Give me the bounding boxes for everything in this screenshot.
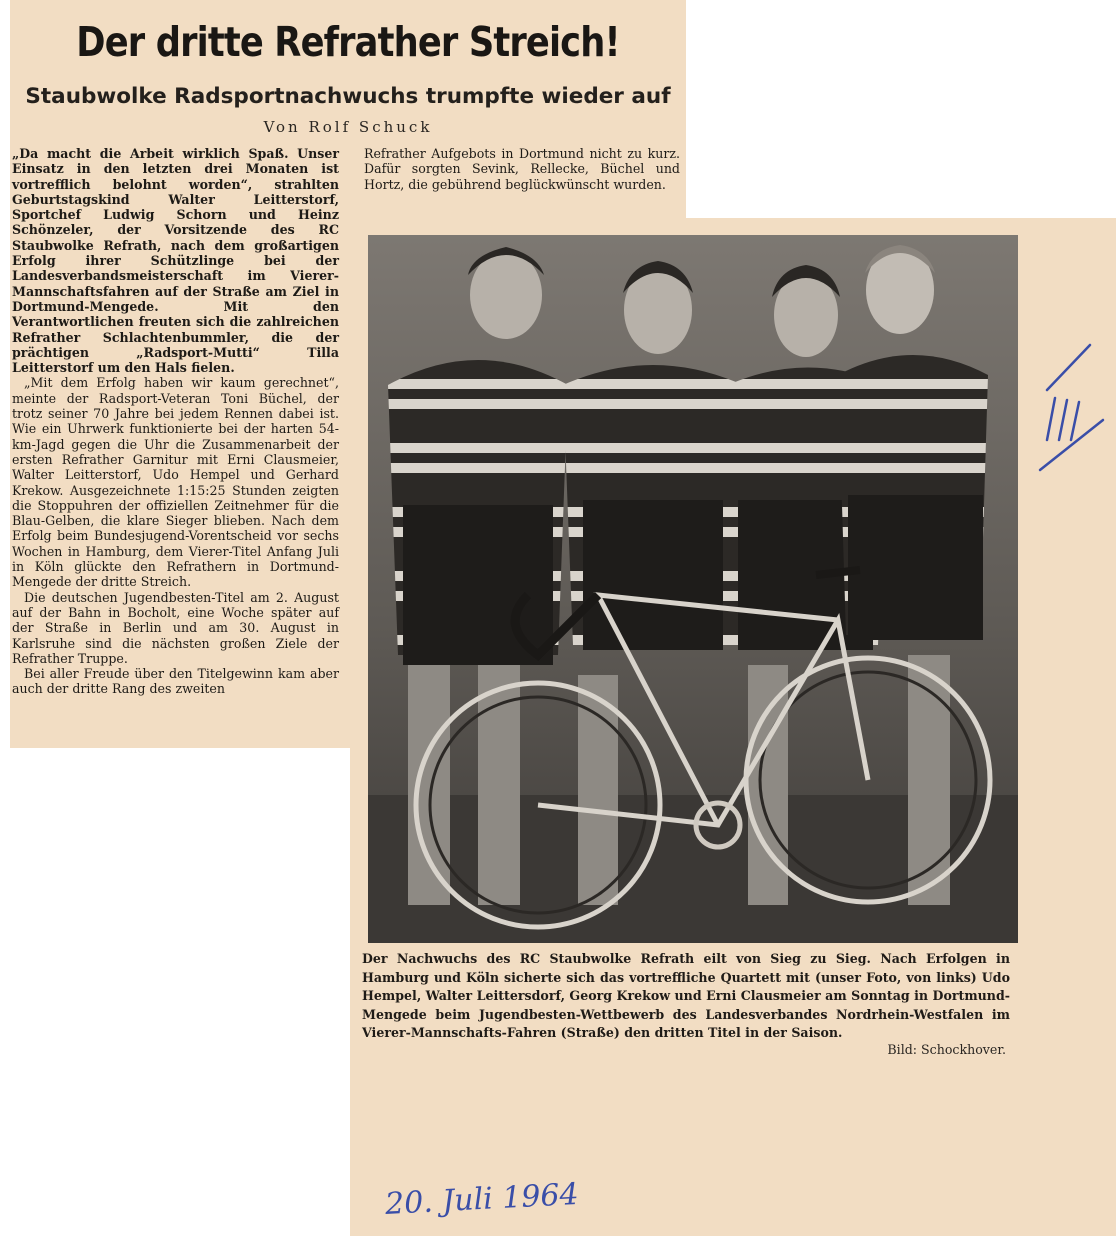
article-continuation: Refrather Aufgebots in Dortmund nicht zu kurz. Dafür sorgten Sevink, Rellecke, Büchel und Hortz, die gebührend beglückwünscht wurden. bbox=[364, 146, 680, 192]
article-lead: „Da macht die Arbeit wirklich Spaß. Unser Einsatz in den letzten drei Monaten ist vortrefflich belohnt worden“, strahlten Geburtstagskind Walter Leitterstorf, Sportchef Ludwig Schorn und Heinz Schönzeler, der Vorsitzende des RC Staubwolke Refrath, nach dem großartigen Erfolg ihrer Schützlinge bei der Landesverbandsmeisterschaft im Vierer-Mannschaftsfahren auf der Straße am Ziel in Dortmund-Mengede. Mit den Verantwortlichen freuten sich die zahlreichen Refrather Schlachtenbummler, die der prächtigen „Radsport-Mutti“ Tilla Leitterstorf um den Hals fielen. bbox=[12, 146, 339, 376]
article-paragraph-4: Bei aller Freude über den Titelgewinn kam aber auch der dritte Rang des zweiten bbox=[12, 666, 339, 697]
photo-caption: Der Nachwuchs des RC Staubwolke Refrath eilt von Sieg zu Sieg. Nach Erfolgen in Hamburg und Köln sicherte sich das vortreffliche Quartett mit (unser Foto, von links) Udo Hempel, Walter Leittersdorf, Georg Krekow und Erni Clausmeier am Sonntag in Dortmund-Mengede beim Jugendbesten-Wettbewerb des Landesverbandes Nordrhein-Westfalen im Vierer-Mannschafts-Fahren (Straße) den dritten Titel in der Saison. bbox=[362, 951, 1010, 1040]
tally-mark-icon bbox=[1035, 340, 1105, 480]
handwritten-date: 20. Juli 1964 bbox=[384, 1176, 580, 1223]
article-byline: Von Rolf Schuck bbox=[263, 118, 433, 136]
article-paragraph-2: „Mit dem Erfolg haben wir kaum gerechnet“, meinte der Radsport-Veteran Toni Büchel, der trotz seiner 70 Jahre bei jedem Rennen dabei ist. Wie ein Uhrwerk funktionierte bei der harten 54-km-Jagd gegen die Uhr die Zusammenarbeit der ersten Refrather Garnitur mit Erni Clausmeier, Walter Leitterstorf, Udo Hempel und Gerhard Krekow. Ausgezeichnete 1:15:25 Stunden zeigten die Stoppuhren der offiziellen Zeitnehmer für die Blau-Gelben, die klare Sieger blieben. Nach dem Erfolg beim Bundesjugend-Vorentscheid vor sechs Wochen in Hamburg, dem Vierer-Titel Anfang Juli in Köln glückte den Refrathern in Dortmund-Mengede der dritte Streich. bbox=[12, 375, 339, 590]
article-column-right bbox=[364, 146, 680, 192]
handwritten-margin-mark bbox=[1035, 340, 1105, 484]
article-column-left bbox=[12, 146, 339, 697]
article-subheadline: Staubwolke Radsportnachwuchs trumpfte wieder auf bbox=[25, 84, 671, 109]
team-photo-illustration bbox=[368, 235, 1018, 943]
team-photo bbox=[368, 235, 1018, 943]
photo-credit: Bild: Schockhover. bbox=[887, 1042, 1006, 1057]
article-paragraph-3: Die deutschen Jugendbesten-Titel am 2. August auf der Bahn in Bocholt, eine Woche später auf der Straße in Berlin und am 30. August in Karlsruhe sind die nächsten großen Ziele der Refrather Truppe. bbox=[12, 589, 339, 666]
article-headline: Der dritte Refrather Streich! bbox=[76, 18, 620, 66]
